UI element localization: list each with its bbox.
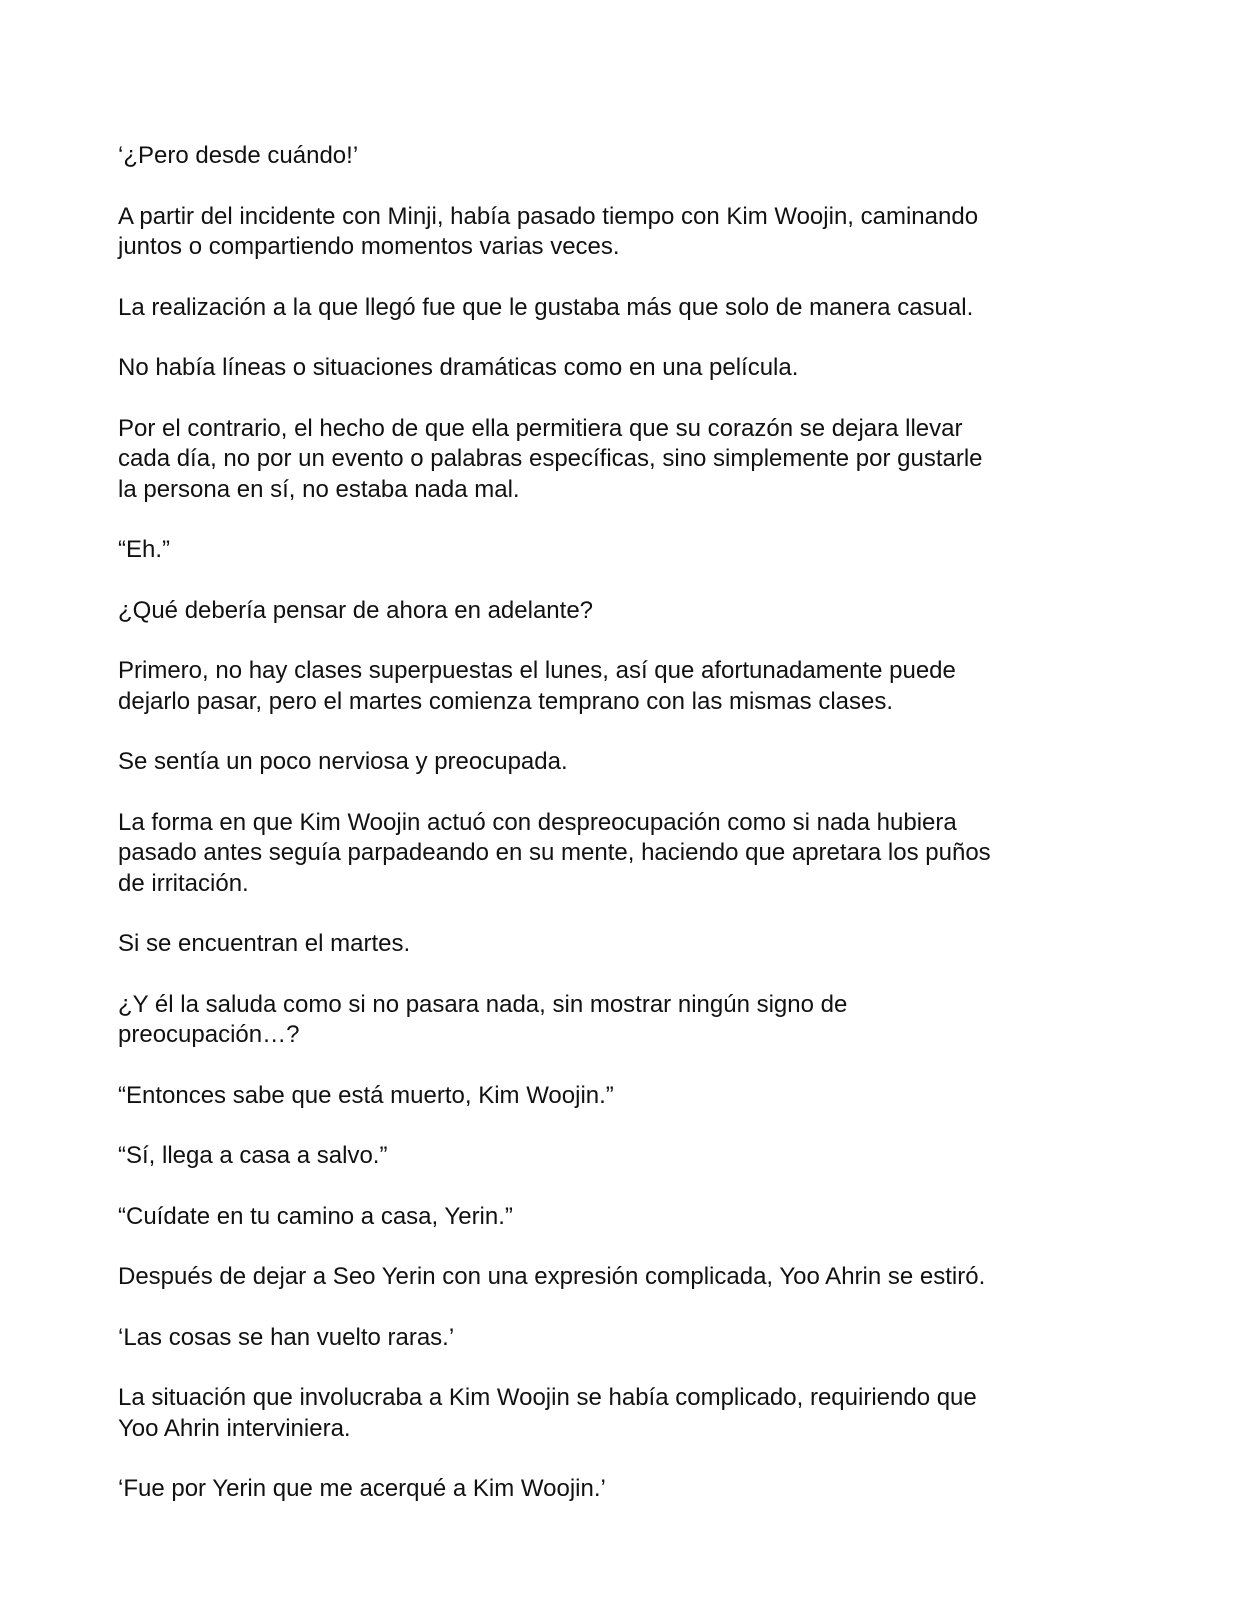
- paragraph: ‘¿Pero desde cuándo!’: [118, 142, 359, 169]
- paragraph: “Sí, llega a casa a salvo.”: [118, 1142, 388, 1169]
- paragraph: La situación que involucraba a Kim Woojin se había complicado, requiriendo que Yoo Ahrin interviniera.: [118, 1384, 977, 1442]
- paragraph: No había líneas o situaciones dramáticas como en una película.: [118, 354, 799, 381]
- paragraph: Primero, no hay clases superpuestas el lunes, así que afortunadamente puede dejarlo pasar, pero el martes comienza temprano con las mismas clases.: [118, 657, 956, 715]
- paragraph: ¿Y él la saluda como si no pasara nada, sin mostrar ningún signo de preocupación…?: [118, 990, 848, 1048]
- paragraph: Por el contrario, el hecho de que ella permitiera que su corazón se dejara llevar cada día, no por un evento o palabras específicas, sino simplemente por gustarle la persona en sí, no estaba nada mal.: [118, 414, 983, 503]
- paragraph: ‘Fue por Yerin que me acerqué a Kim Woojin.’: [118, 1475, 606, 1502]
- paragraph: Se sentía un poco nerviosa y preocupada.: [118, 748, 568, 775]
- document-body: [118, 141, 1128, 1535]
- paragraph: ‘Las cosas se han vuelto raras.’: [118, 1323, 455, 1351]
- paragraph: ¿Qué debería pensar de ahora en adelante?: [118, 596, 594, 624]
- paragraph: A partir del incidente con Minji, había pasado tiempo con Kim Woojin, caminando juntos o compartiendo momentos varias veces.: [118, 202, 979, 260]
- paragraph: Si se encuentran el martes.: [118, 930, 411, 957]
- paragraph: La realización a la que llegó fue que le gustaba más que solo de manera casual.: [118, 293, 974, 321]
- paragraph: “Entonces sabe que está muerto, Kim Woojin.”: [118, 1081, 614, 1109]
- paragraph: “Cuídate en tu camino a casa, Yerin.”: [118, 1202, 513, 1230]
- paragraph: “Eh.”: [118, 536, 171, 563]
- paragraph: Después de dejar a Seo Yerin con una expresión complicada, Yoo Ahrin se estiró.: [118, 1263, 986, 1290]
- paragraph: La forma en que Kim Woojin actuó con despreocupación como si nada hubiera pasado antes seguía parpadeando en su mente, haciendo que apretara los puños de irritación.: [118, 808, 991, 897]
